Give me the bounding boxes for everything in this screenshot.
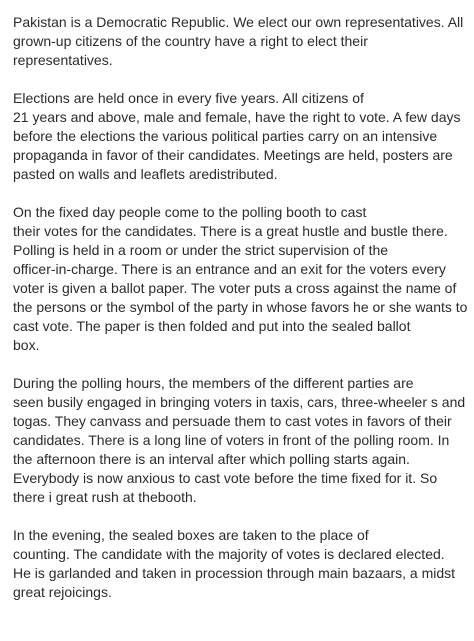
text-line: 21 years and above, male and female, have the right to vote. A few days bbox=[13, 109, 461, 125]
document-page bbox=[13, 13, 473, 621]
paragraph-5 bbox=[13, 526, 473, 602]
text-line: grown-up citizens of the country have a right to elect their bbox=[13, 33, 368, 49]
text-line: During the polling hours, the members of the different parties are bbox=[13, 375, 414, 391]
paragraph-3 bbox=[13, 203, 473, 355]
text-line: Everybody is now anxious to cast vote before the time fixed for it. So bbox=[13, 470, 438, 486]
text-line: their votes for the candidates. There is a great hustle and bustle there. bbox=[13, 223, 448, 239]
text-line: representatives. bbox=[13, 52, 113, 68]
text-line: Polling is held in a room or under the strict supervision of the bbox=[13, 242, 389, 258]
paragraph-2 bbox=[13, 89, 473, 184]
text-line: seen busily engaged in bringing voters in taxis, cars, three-wheeler s and bbox=[13, 394, 466, 410]
text-line: voter is given a ballot paper. The voter puts a cross against the name of bbox=[13, 280, 457, 296]
paragraph-1 bbox=[13, 13, 473, 70]
text-line: In the evening, the sealed boxes are taken to the place of bbox=[13, 527, 369, 543]
text-line: On the fixed day people come to the polling booth to cast bbox=[13, 204, 367, 220]
text-line: counting. The candidate with the majority of votes is declared elected. bbox=[13, 546, 445, 562]
text-line: officer-in-charge. There is an entrance and an exit for the voters every bbox=[13, 261, 446, 277]
text-line: great rejoicings. bbox=[13, 584, 112, 600]
text-line: before the elections the various political parties carry on an intensive bbox=[13, 128, 438, 144]
text-line: Elections are held once in every five years. All citizens of bbox=[13, 90, 364, 106]
text-line: the persons or the symbol of the party in whose favors he or she wants to bbox=[13, 299, 468, 315]
text-line: candidates. There is a long line of voters in front of the polling room. In bbox=[13, 432, 450, 448]
text-line: Pakistan is a Democratic Republic. We elect our own representatives. All bbox=[13, 14, 464, 30]
text-line: box. bbox=[13, 337, 40, 353]
text-line: pasted on walls and leaflets aredistributed. bbox=[13, 166, 278, 182]
text-line: cast vote. The paper is then folded and put into the sealed ballot bbox=[13, 318, 411, 334]
paragraph-4 bbox=[13, 374, 473, 507]
text-line: there i great rush at thebooth. bbox=[13, 489, 197, 505]
text-line: He is garlanded and taken in procession through main bazaars, a midst bbox=[13, 565, 456, 581]
text-line: togas. They canvass and persuade them to cast votes in favors of their bbox=[13, 413, 452, 429]
text-line: the afternoon there is an interval after which polling starts again. bbox=[13, 451, 410, 467]
text-line: propaganda in favor of their candidates. Meetings are held, posters are bbox=[13, 147, 453, 163]
